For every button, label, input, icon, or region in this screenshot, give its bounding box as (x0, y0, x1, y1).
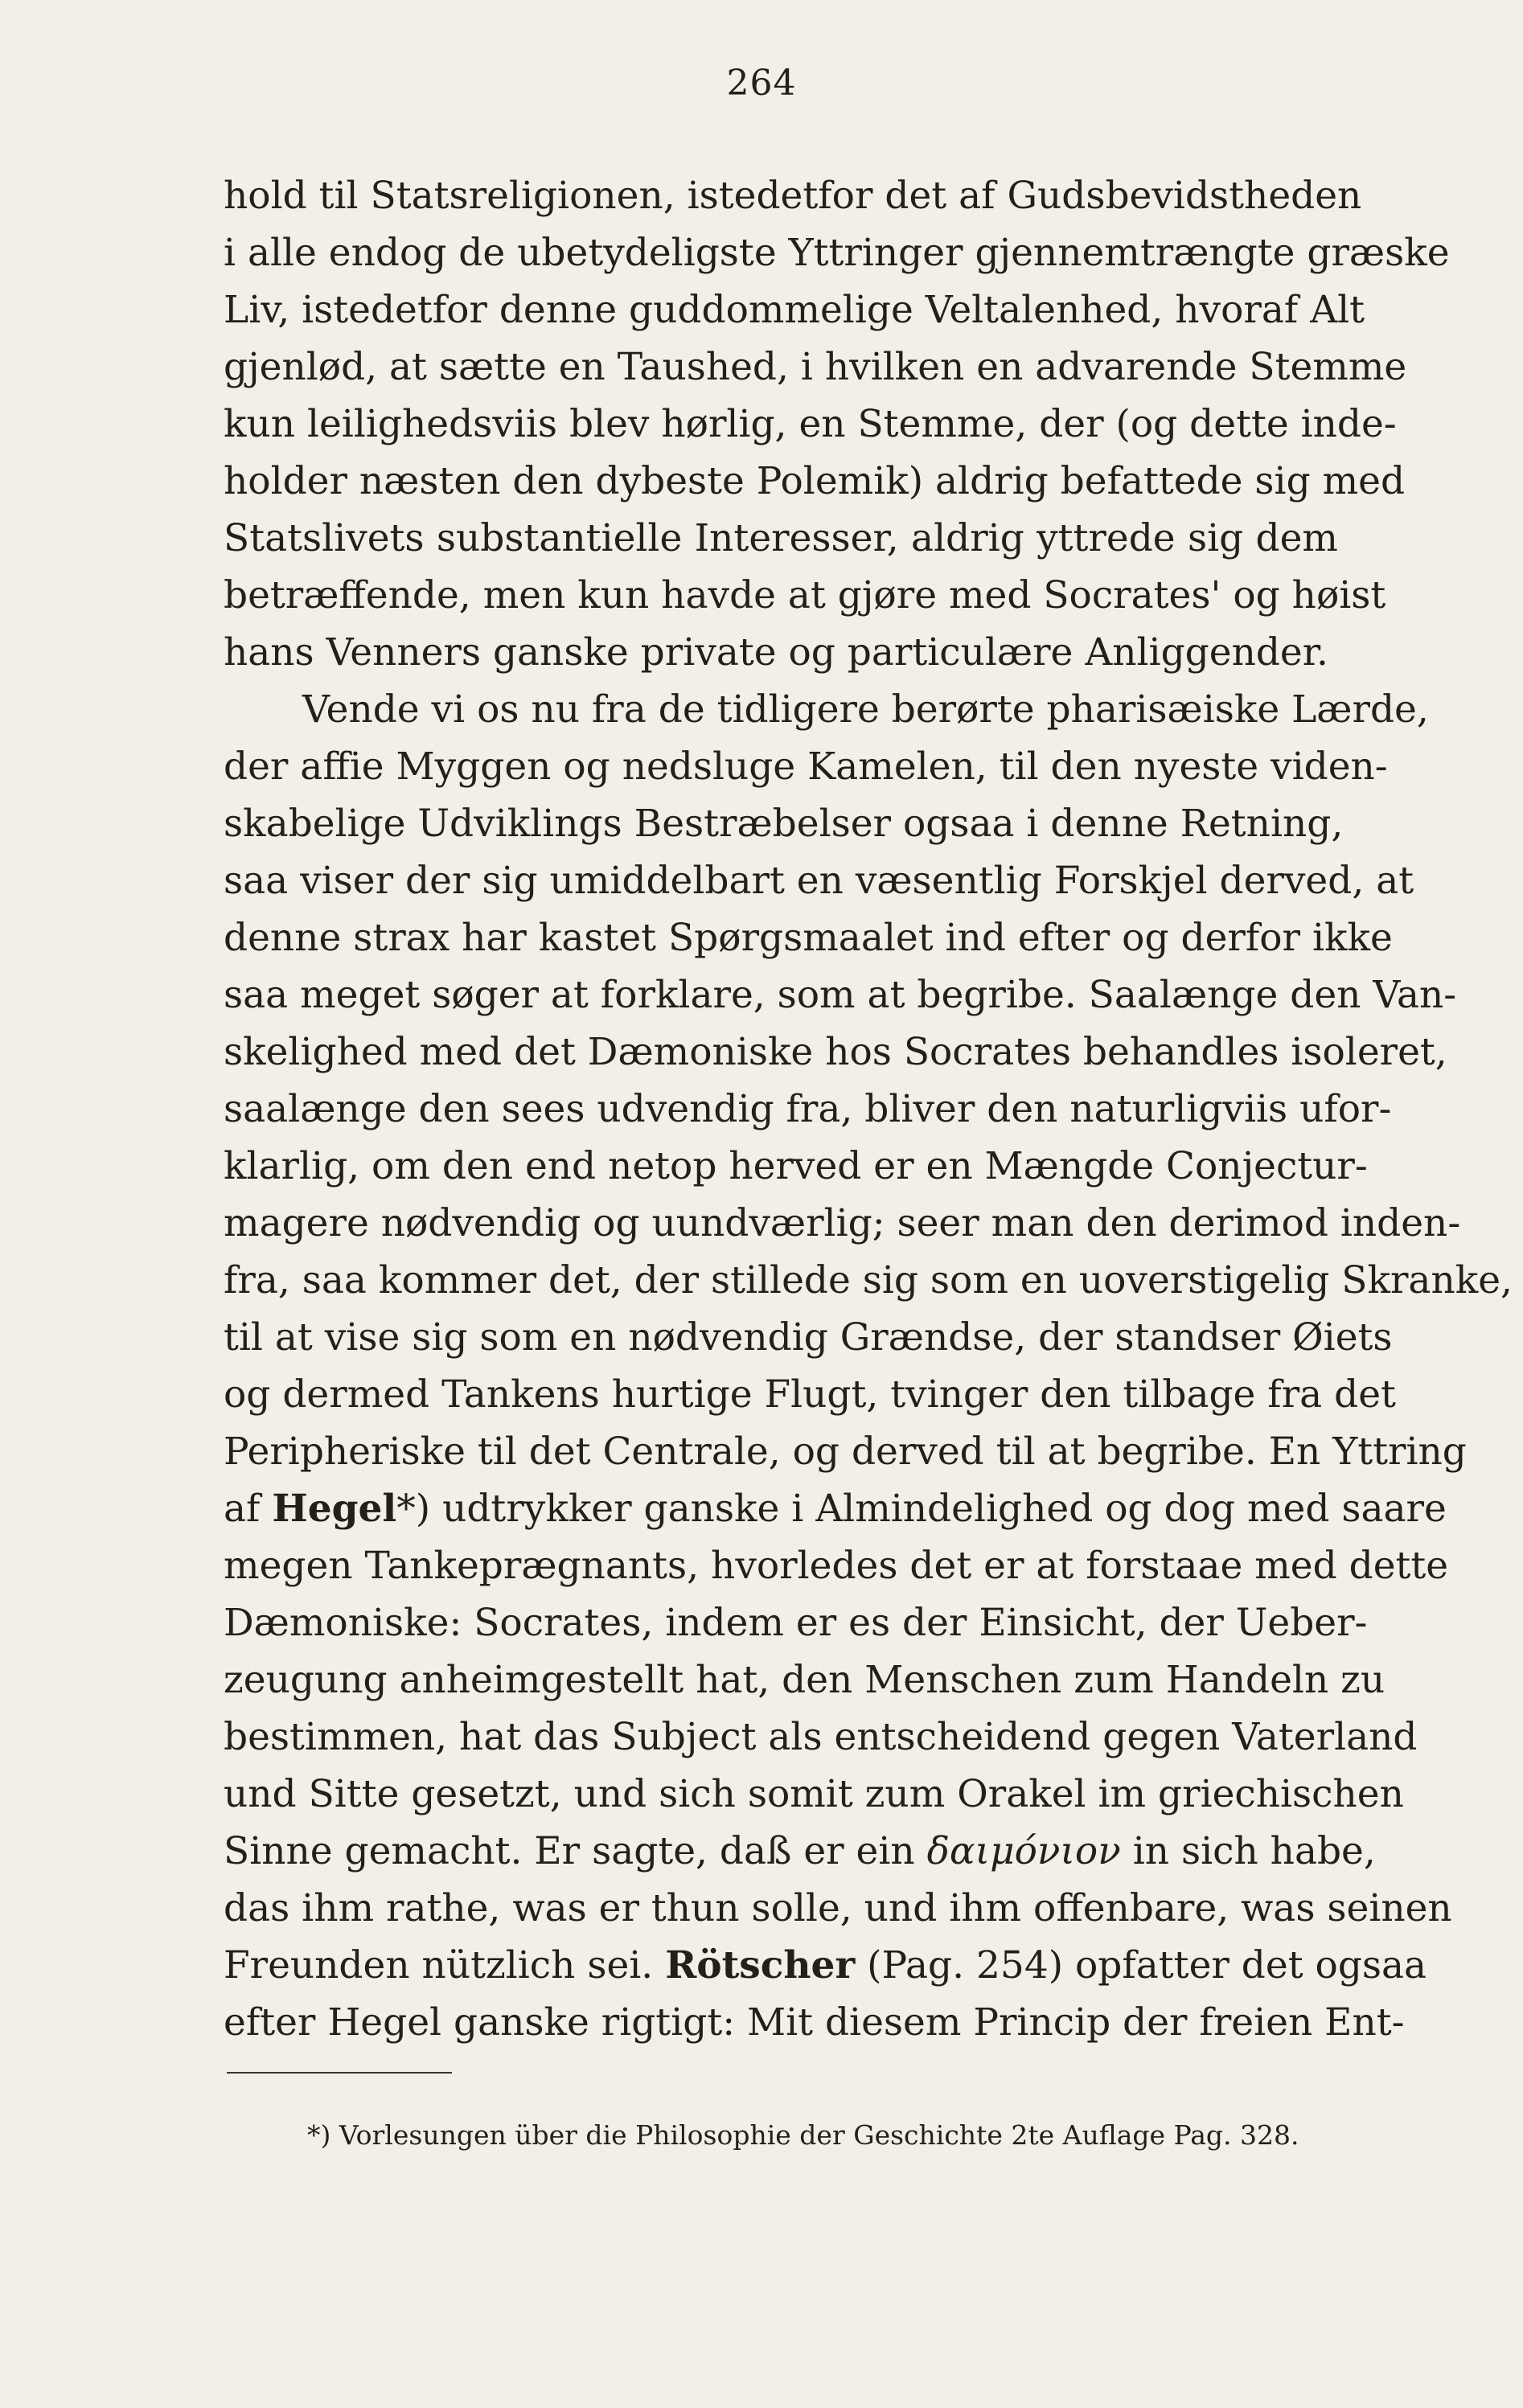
author-name: Hegel (272, 1487, 397, 1531)
text-line: saa meget søger at forklare, som at begribe. Saalænge den Van- (224, 973, 1457, 1017)
text-line: hold til Statsreligionen, istedetfor det af Gudsbevidstheden (224, 174, 1362, 218)
text-line: efter Hegel ganske rigtigt: Mit diesem Princip der freien Ent- (224, 2000, 1405, 2045)
text-line: magere nødvendig og uundværlig; seer man den derimod inden- (224, 1201, 1461, 1245)
text-line: saalænge den sees udvendig fra, bliver den naturligviis ufor- (224, 1087, 1392, 1131)
text-line: der affie Myggen og nedsluge Kamelen, til den nyeste viden- (224, 745, 1388, 789)
text-line (224, 1480, 1447, 1537)
text-line: saa viser der sig umiddelbart en væsentlig Forskjel derved, at (224, 859, 1414, 903)
footnote: *) Vorlesungen über die Philosophie der Geschichte 2te Auflage Pag. 328. (307, 2119, 1299, 2151)
text-line: fra, saa kommer det, der stillede sig som en uoverstigelig Skranke, (224, 1258, 1513, 1302)
greek-word: δαιμόνιον (926, 1829, 1121, 1873)
text-line: til at vise sig som en nødvendig Grændse, der standser Øiets (224, 1315, 1393, 1360)
text-line: Liv, istedetfor denne guddommelige Veltalenhed, hvoraf Alt (224, 288, 1365, 332)
text-segment: Sinne gemacht. Er sagte, daß er ein (224, 1829, 927, 1873)
text-line: gjenlød, at sætte en Taushed, i hvilken en advarende Stemme (224, 345, 1407, 389)
footnote-divider (227, 2072, 452, 2074)
text-line: skabelige Udviklings Bestræbelser ogsaa i denne Retning, (224, 802, 1344, 846)
text-line (224, 1937, 1427, 1994)
text-segment: *) udtrykker ganske i Almindelighed og dog med saare (396, 1487, 1447, 1531)
page-number: 264 (726, 63, 797, 104)
text-segment: (Pag. 254) opfatter det ogsaa (855, 1943, 1427, 1988)
text-segment: af (224, 1487, 273, 1531)
text-line: Vende vi os nu fra de tidligere berørte pharisæiske Lærde, (302, 687, 1429, 732)
text-line: skelighed med det Dæmoniske hos Socrates behandles isoleret, (224, 1030, 1447, 1074)
text-line: bestimmen, hat das Subject als entscheidend gegen Vaterland (224, 1715, 1418, 1759)
text-line: betræffende, men kun havde at gjøre med Socrates' og høist (224, 573, 1386, 617)
text-segment: in sich habe, (1120, 1829, 1376, 1873)
text-line: Dæmoniske: Socrates, indem er es der Einsicht, der Ueber- (224, 1601, 1368, 1645)
text-line: og dermed Tankens hurtige Flugt, tvinger den tilbage fra det (224, 1372, 1396, 1417)
text-segment: Freunden nützlich sei. (224, 1943, 666, 1988)
text-line: hans Venners ganske private og particulære Anliggender. (224, 630, 1328, 675)
text-line: und Sitte gesetzt, und sich somit zum Orakel im griechischen (224, 1772, 1404, 1816)
text-line: klarlig, om den end netop herved er en Mængde Conjectur- (224, 1144, 1368, 1188)
text-line: kun leilighedsviis blev hørlig, en Stemme, der (og dette inde- (224, 402, 1397, 446)
text-line: denne strax har kastet Spørgsmaalet ind efter og derfor ikke (224, 916, 1393, 960)
text-line: holder næsten den dybeste Polemik) aldrig befattede sig med (224, 459, 1406, 503)
body-text (224, 167, 1513, 2051)
text-line: i alle endog de ubetydeligste Yttringer gjennemtrængte græske (224, 231, 1450, 275)
text-line: zeugung anheimgestellt hat, den Menschen zum Handeln zu (224, 1658, 1385, 1702)
text-line: megen Tankeprægnants, hvorledes det er at forstaae med dette (224, 1544, 1449, 1588)
author-name: Rötscher (665, 1943, 856, 1988)
text-line (224, 1823, 1376, 1880)
text-line: Peripheriske til det Centrale, og derved til at begribe. En Yttring (224, 1430, 1467, 1474)
text-line: das ihm rathe, was er thun solle, und ihm offenbare, was seinen (224, 1886, 1452, 1930)
text-line: Statslivets substantielle Interesser, aldrig yttrede sig dem (224, 516, 1338, 560)
